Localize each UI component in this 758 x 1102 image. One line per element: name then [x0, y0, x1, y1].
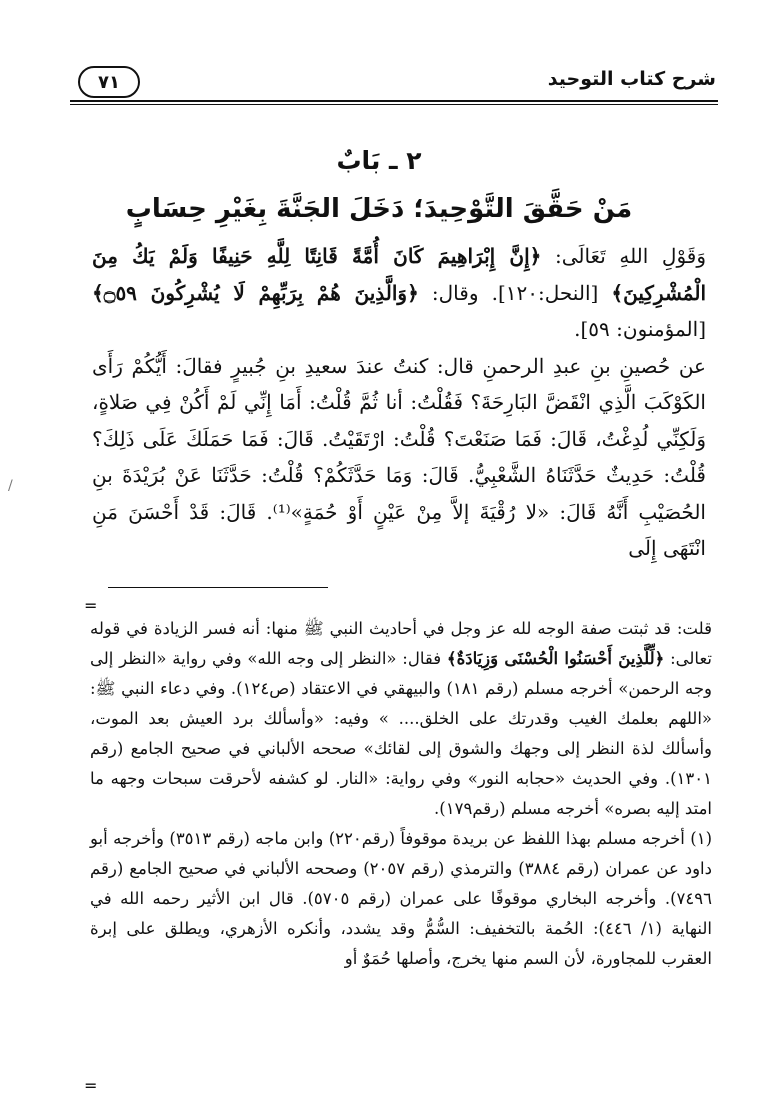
footnote-continuation	[90, 614, 712, 824]
footnote-separator	[108, 587, 328, 588]
scan-mark: /	[8, 478, 13, 494]
page-number: ٧١	[78, 66, 140, 98]
verse-reference-2: [المؤمنون: ٥٩].	[574, 317, 706, 341]
chapter-number: ٢ ـ بَابٌ	[336, 146, 422, 175]
footnote-text-start: قلت: قد ثبتت صفة الوجه لله عز وجل في أحاديث النبي ﷺ منها: أنه فسر الزيادة في قوله تعالى:	[90, 619, 712, 668]
header-rule	[70, 100, 718, 102]
footnote-1: (١) أخرجه مسلم بهذا اللفظ عن بريدة موقوفاً (رقم٢٢٠) وابن ماجه (رقم ٣٥١٣) وأخرجه أبو داود عن عمران (رقم ٣٨٨٤) والترمذي (رقم ٢٠٥٧) وصححه الألباني في صحيح الجامع (رقم ٧٤٩٦). وأخرجه البخاري موقوفًا على عمران (رقم ٥٧٠٥). قال ابن الأثير رحمه الله في النهاية (١/ ٤٤٦): الحُمة بالتخفيف: السُّمُّ وقد يشدد، وأنكره الأزهري، ويطلق على إبرة العقرب للمجاورة، لأن السم منها يخرج، وأصلها حُمَوٌ أو	[90, 829, 712, 968]
quran-verse-1: ﴿إِنَّ إِبْرَاهِيمَ كَانَ أُمَّةً قَانِتًا لِلَّهِ حَنِيفًا وَلَمْ يَكُ مِنَ الْمُشْرِكِينَ﴾	[92, 244, 707, 305]
running-title: شرح كتاب التوحيد	[547, 68, 716, 90]
chapter-title: مَنْ حَقَّقَ التَّوْحِيدَ؛ دَخَلَ الجَنَّةَ بِغَيْرِ حِسَابٍ	[125, 194, 633, 224]
footnotes	[90, 614, 712, 974]
footnote-text-rest: فقال: «النظر إلى وجه الله» وفي رواية «النظر إلى وجه الرحمن» أخرجه مسلم (رقم ١٨١) والبيهقي في الاعتقاد (ص١٢٤). وفي دعاء النبي ﷺ: «اللهم بعلمك الغيب وقدرتك على الخلق.... » وفيه: «وأسألك برد العيش بعد الموت، وأسألك لذة النظر إلى وجهك والشوق إلى لقائك» صححه الألباني في صحيح الجامع (رقم ١٣٠١). وفي الحديث «حجابه النور» وفي رواية: «النار. لو كشفه لأحرقت سبحات وجهه ما امتد إليه بصره» أخرجه مسلم (رقم١٧٩).	[90, 649, 712, 818]
verse-paragraph	[92, 238, 706, 348]
main-text	[92, 238, 706, 567]
intro-text: وَقَوْلِ اللهِ تَعَالَى:	[541, 244, 706, 268]
footnote-verse: ﴿لِّلَّذِينَ أَحْسَنُوا الْحُسْنَى وَزِيَادَةٌ﴾	[446, 649, 665, 668]
continuation-mark: =	[84, 596, 98, 615]
quran-verse-2: ﴿وَالَّذِينَ هُمْ بِرَبِّهِمْ لَا يُشْرِكُونَ ۝٥٩﴾	[92, 280, 419, 305]
hadith-paragraph: عن حُصينِ بنِ عبدِ الرحمنِ قال: كنتُ عندَ سعيدِ بنِ جُبيرٍ فقالَ: أَيُّكُمْ رَأَى الكَوْكَبَ الَّذِي انْقَضَّ البَارِحَةَ؟ فَقُلْتُ: أنا ثُمَّ قُلْتُ: أَمَا إِنِّي لَمْ أَكُنْ فِي صَلاةٍ، وَلَكِنِّي لُدِغْتُ، قَالَ: فَمَا صَنَعْتَ؟ قُلْتُ: ارْتَقَيْتُ. قَالَ: فَمَا حَمَلَكَ عَلَى ذَلِكَ؟ قُلْتُ: حَدِيثٌ حَدَّثَنَاهُ الشَّعْبِيُّ. قَالَ: وَمَا حَدَّثَكُمْ؟ قُلْتُ: حَدَّثَنَا عَنْ بُرَيْدَةَ بنِ الحُصَيْبِ أَنَّهُ قَالَ: «لا رُقْيَةَ إلاَّ مِنْ عَيْنٍ أَوْ حُمَةٍ»⁽¹⁾. قَالَ: قَدْ أَحْسَنَ مَنِ انْتَهَى إِلَى	[92, 353, 706, 560]
continues-mark: =	[84, 1076, 98, 1095]
verse-reference-1: [النحل:١٢٠]. وقال:	[418, 280, 612, 305]
header-rule-thin	[70, 104, 718, 105]
